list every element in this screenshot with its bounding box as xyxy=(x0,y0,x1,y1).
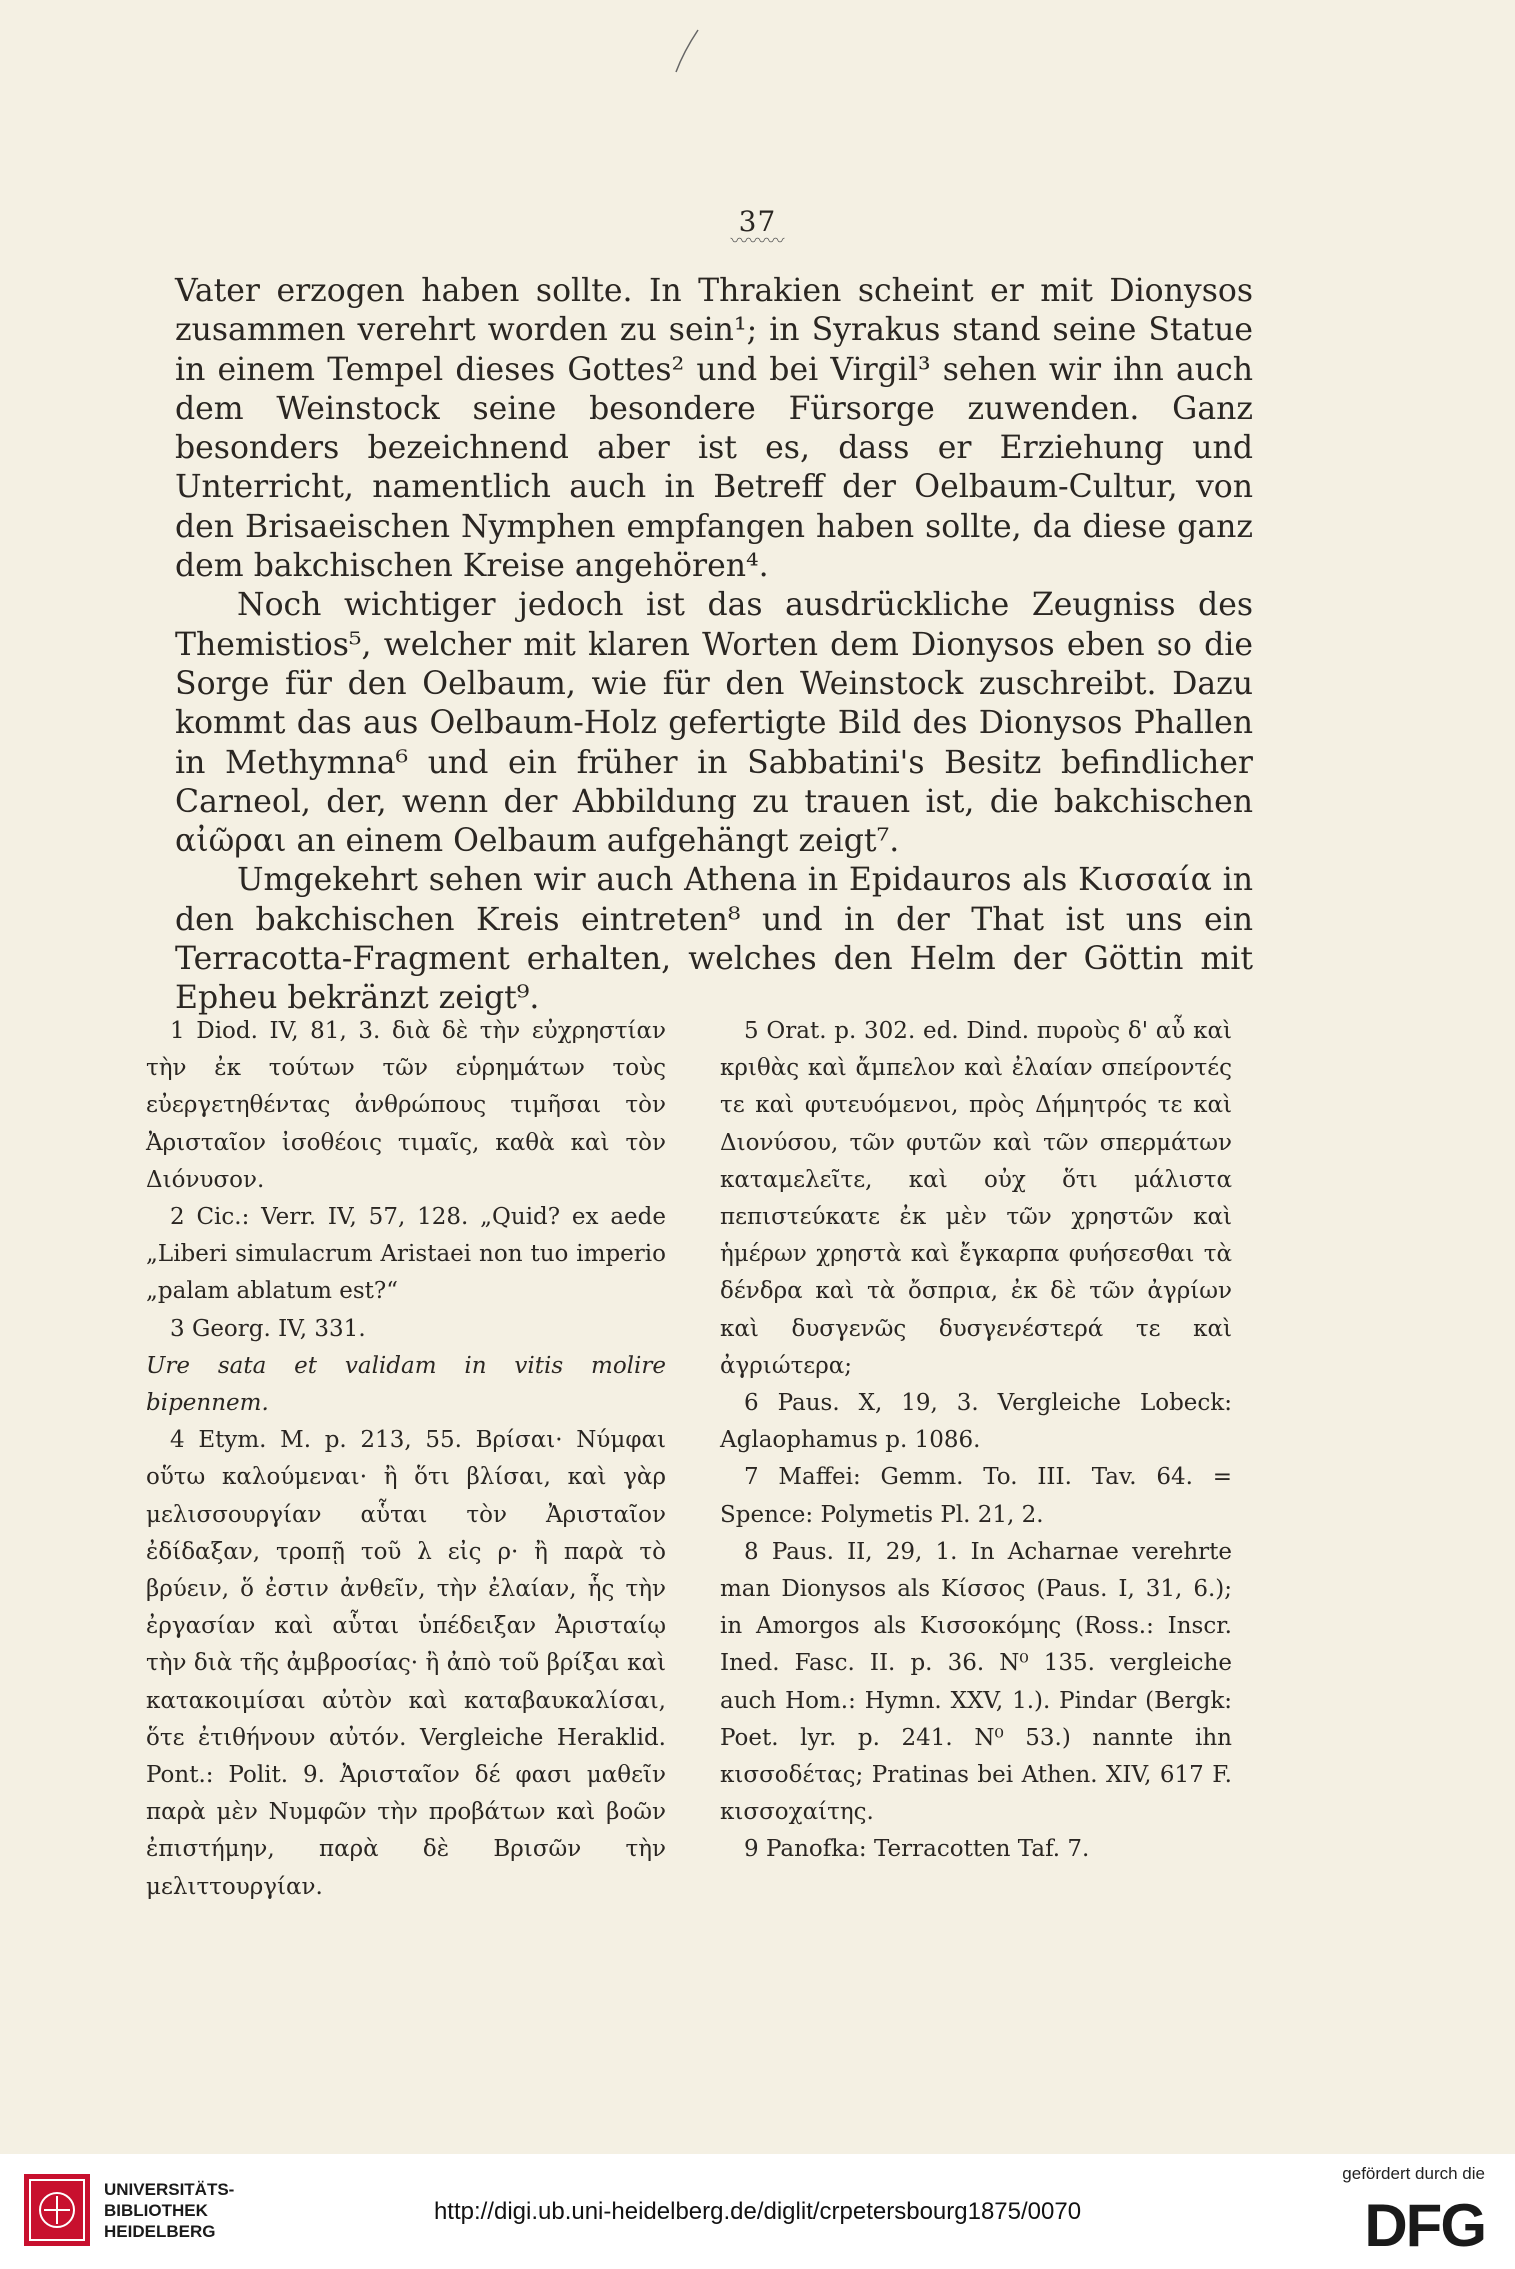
permalink-url[interactable]: http://digi.ub.uni-heidelberg.de/diglit/crpetersbourg1875/0070 xyxy=(433,2198,1082,2225)
paragraph-2: Noch wichtiger jedoch ist das ausdrückliche Zeugniss des Themistios⁵, welcher mit klaren Worten dem Dionysos eben so die Sorge für den Oelbaum, wie für den Weinstock zuschreibt. Dazu kommt das aus Oelbaum-Holz gefertigte Bild des Dionysos Phallen in Methymna⁶ und ein früher in Sabbatini's Besitz befindlicher Carneol, der, wenn der Abbildung zu trauen ist, die bakchischen αἰῶραι an einem Oelbaum aufgehängt zeigt⁷. xyxy=(175,587,1253,860)
footnote-4: 4 Etym. M. p. 213, 55. Βρίσαι· Νύμφαι οὕτω καλούμεναι· ἢ ὅτι βλίσαι, καὶ γὰρ μελισσουργίαν αὗται τὸν Ἀρισταῖον ἐδίδαξαν, τροπῇ τοῦ λ εἰς ρ· ἢ παρὰ τὸ βρύειν, ὅ ἐστιν ἀνθεῖν, τὴν ἐλαίαν, ἧς τὴν ἐργασίαν καὶ αὗται ὑπέδειξαν Ἀρισταίῳ τὴν διὰ τῆς ἀμβροσίας· ἢ ἀπὸ τοῦ βρίξαι καὶ κατακοιμίσαι αὐτὸν καὶ καταβαυκαλίσαι, ὅτε ἐτιθήνουν αὐτόν. Vergleiche Heraklid. Pont.: Polit. 9. Ἀρισταῖον δέ φασι μαθεῖν παρὰ μὲν Νυμφῶν τὴν προβάτων καὶ βοῶν ἐπιστήμην, παρὰ δὲ Βρισῶν τὴν μελιττουργίαν. xyxy=(146,1427,666,1900)
footnote-1: 1 Diod. IV, 81, 3. διὰ δὲ τὴν εὐχρηστίαν τὴν ἐκ τούτων τῶν εὑρημάτων τοὺς εὐεργετηθέντας ἀνθρώπους τιμῆσαι τὸν Ἀρισταῖον ἰσοθέοις τιμαῖς, καθὰ καὶ τὸν Διόνυσον. xyxy=(146,1018,666,1193)
footnote-3-quote: Ure sata et validam in vitis molire bipennem. xyxy=(146,1352,666,1417)
footnote-7: 7 Maffei: Gemm. To. III. Tav. 64. = Spence: Polymetis Pl. 21, 2. xyxy=(720,1464,1232,1528)
ornament-rule: 〰〰〰 xyxy=(730,231,785,252)
university-name-line-2: BIBLIOTHEK xyxy=(104,2201,208,2220)
funded-by-caption: gefördert durch die xyxy=(1342,2164,1485,2183)
footer-bar xyxy=(0,2154,1515,2269)
footnote-3: 3 Georg. IV, 331. xyxy=(170,1315,366,1342)
university-name-line-3: HEIDELBERG xyxy=(104,2222,216,2241)
footnote-6: 6 Paus. X, 19, 3. Vergleiche Lobeck: Aglaophamus p. 1086. xyxy=(720,1390,1232,1454)
page-number-block xyxy=(0,205,1515,252)
pencil-mark xyxy=(672,28,702,74)
footnotes-right-column xyxy=(720,1013,1232,1869)
svg-text:DFG: DFG xyxy=(1364,2192,1485,2254)
paragraph-1: Vater erzogen haben sollte. In Thrakien scheint er mit Dionysos zusammen verehrt worden zu sein¹; in Syrakus stand seine Statue in einem Tempel dieses Gottes² und bei Virgil³ sehen wir ihn auch dem Weinstock seine besondere Fürsorge zuwenden. Ganz besonders bezeichnend aber ist es, dass er Erziehung und Unterricht, namentlich auch in Betreff der Oelbaum-Cultur, von den Brisaeischen Nymphen empfangen haben sollte, da diese ganz dem bakchischen Kreise angehören⁴. xyxy=(175,273,1253,585)
dfg-logo-icon xyxy=(1335,2192,1485,2254)
footnote-5: 5 Orat. p. 302. ed. Dind. πυροὺς δ' αὖ καὶ κριθὰς καὶ ἄμπελον καὶ ἐλαίαν σπείροντές τε καὶ φυτευόμενοι, πρὸς Δήμητρός τε καὶ Διονύσου, τῶν φυτῶν καὶ τῶν σπερμάτων καταμελεῖτε, καὶ οὐχ ὅτι μάλιστα πεπιστεύκατε ἐκ μὲν τῶν χρηστῶν καὶ ἡμέρων χρηστὰ καὶ ἔγκαρπα φυήσεσθαι τὰ δένδρα καὶ τὰ ὄσπρια, ἐκ δὲ τῶν ἀγρίων καὶ δυσγενῶς δυσγενέστερά τε καὶ ἀγριώτερα; xyxy=(720,1018,1232,1379)
footnote-9: 9 Panofka: Terracotten Taf. 7. xyxy=(744,1836,1090,1863)
footnotes-left-column xyxy=(146,1013,666,1906)
page-number: 37 xyxy=(738,205,777,238)
paragraph-3: Umgekehrt sehen wir auch Athena in Epidauros als Κισσαία in den bakchischen Kreis eintreten⁸ und in der That ist uns ein Terracotta-Fragment erhalten, welches den Helm der Göttin mit Epheu bekränzt zeigt⁹. xyxy=(175,862,1253,1017)
university-name-line-1: UNIVERSITÄTS- xyxy=(104,2180,235,2199)
main-text xyxy=(175,272,1253,1019)
footnote-8: 8 Paus. II, 29, 1. In Acharnae verehrte man Dionysos als Κίσσος (Paus. I, 31, 6.); in Amorgos als Κισσοκόμης (Ross.: Inscr. Ined. Fasc. II. p. 36. N⁰ 135. vergleiche auch Hom.: Hymn. XXV, 1.). Pindar (Bergk: Poet. lyr. p. 241. N⁰ 53.) nannte ihn κισσοδέτας; Pratinas bei Athen. XIV, 617 F. κισσοχαίτης. xyxy=(720,1538,1232,1826)
footnote-2: 2 Cic.: Verr. IV, 57, 128. „Quid? ex aede „Liberi simulacrum Aristaei non tuo imperio „palam ablatum est?“ xyxy=(146,1204,666,1305)
